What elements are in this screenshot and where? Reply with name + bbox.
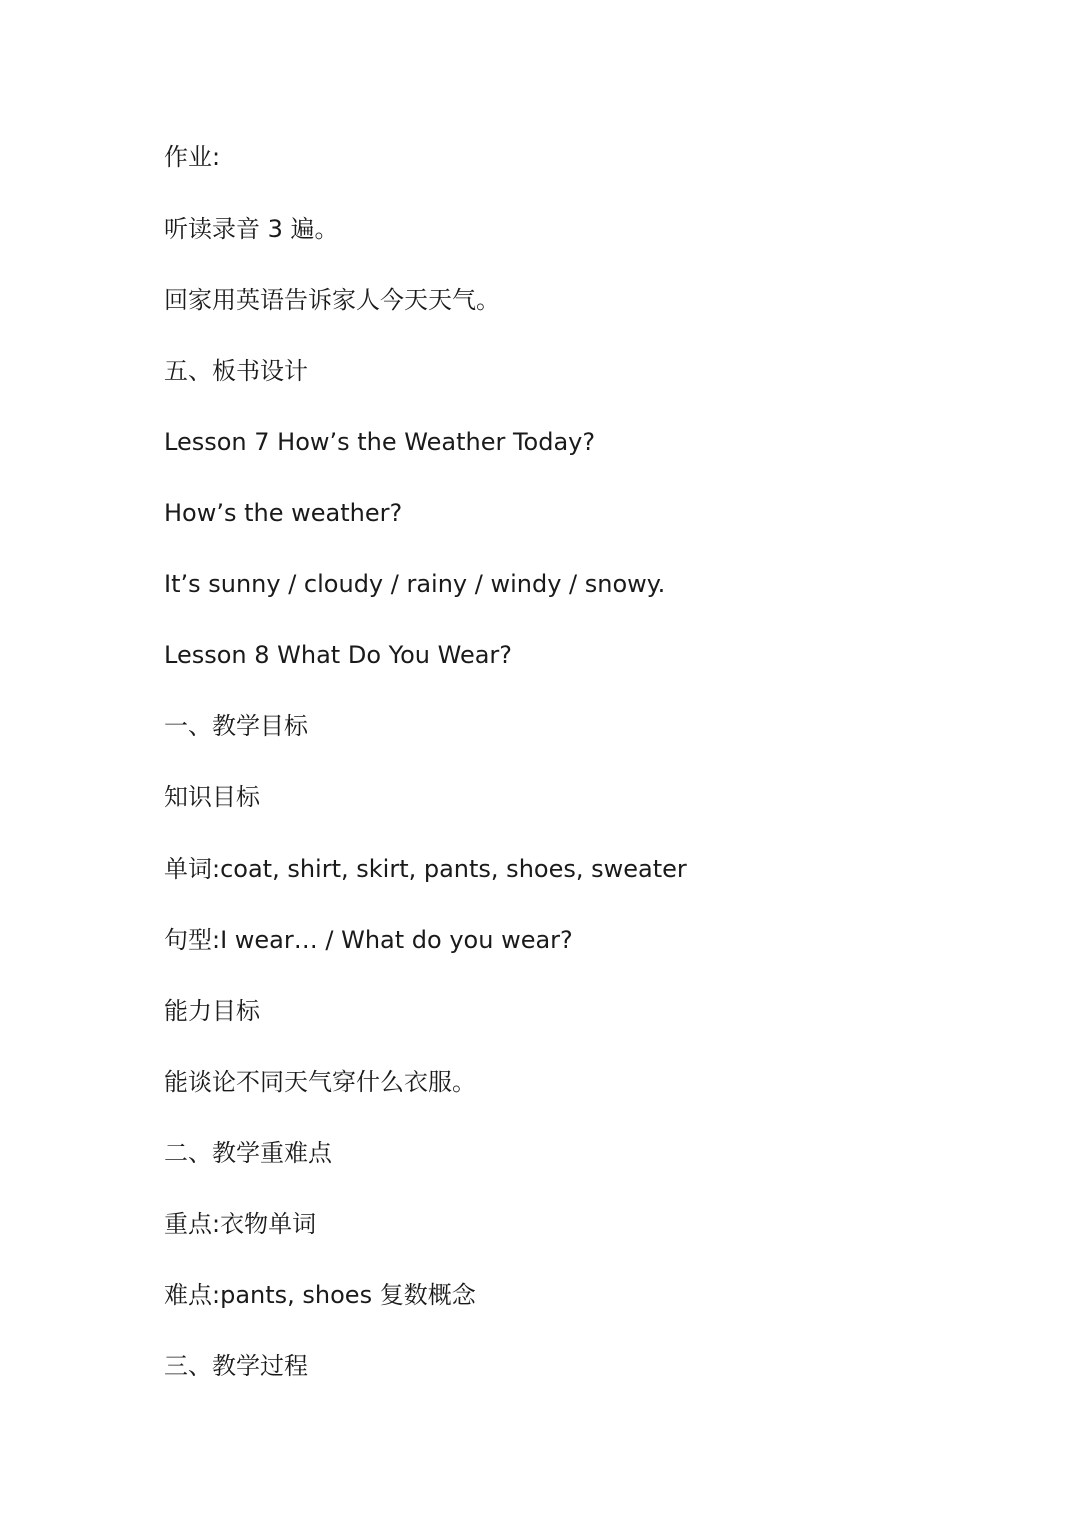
homework-item-listen: 听读录音 3 遍。 bbox=[164, 215, 339, 243]
sentence-pattern-line: 句型:I wear… / What do you wear? bbox=[164, 926, 573, 954]
section-heading-key-points: 二、教学重难点 bbox=[164, 1139, 332, 1167]
vocabulary-line: 单词:coat, shirt, skirt, pants, shoes, sweater bbox=[164, 855, 687, 883]
lesson-8-title: Lesson 8 What Do You Wear? bbox=[164, 641, 513, 669]
key-point-line: 重点:衣物单词 bbox=[164, 1210, 317, 1238]
section-heading-teaching-process: 三、教学过程 bbox=[164, 1352, 308, 1380]
lesson-7-title: Lesson 7 How’s the Weather Today? bbox=[164, 428, 596, 456]
knowledge-objective-heading: 知识目标 bbox=[164, 783, 260, 811]
section-heading-objectives: 一、教学目标 bbox=[164, 712, 308, 740]
homework-heading: 作业: bbox=[164, 143, 221, 171]
difficult-point-line: 难点:pants, shoes 复数概念 bbox=[164, 1281, 476, 1309]
homework-item-tell-family: 回家用英语告诉家人今天天气。 bbox=[164, 286, 500, 314]
ability-objective-heading: 能力目标 bbox=[164, 997, 260, 1025]
ability-objective-text: 能谈论不同天气穿什么衣服。 bbox=[164, 1068, 476, 1096]
board-answer: It’s sunny / cloudy / rainy / windy / snowy. bbox=[164, 570, 666, 598]
section-heading-board-design: 五、板书设计 bbox=[164, 357, 308, 385]
board-question: How’s the weather? bbox=[164, 499, 403, 527]
